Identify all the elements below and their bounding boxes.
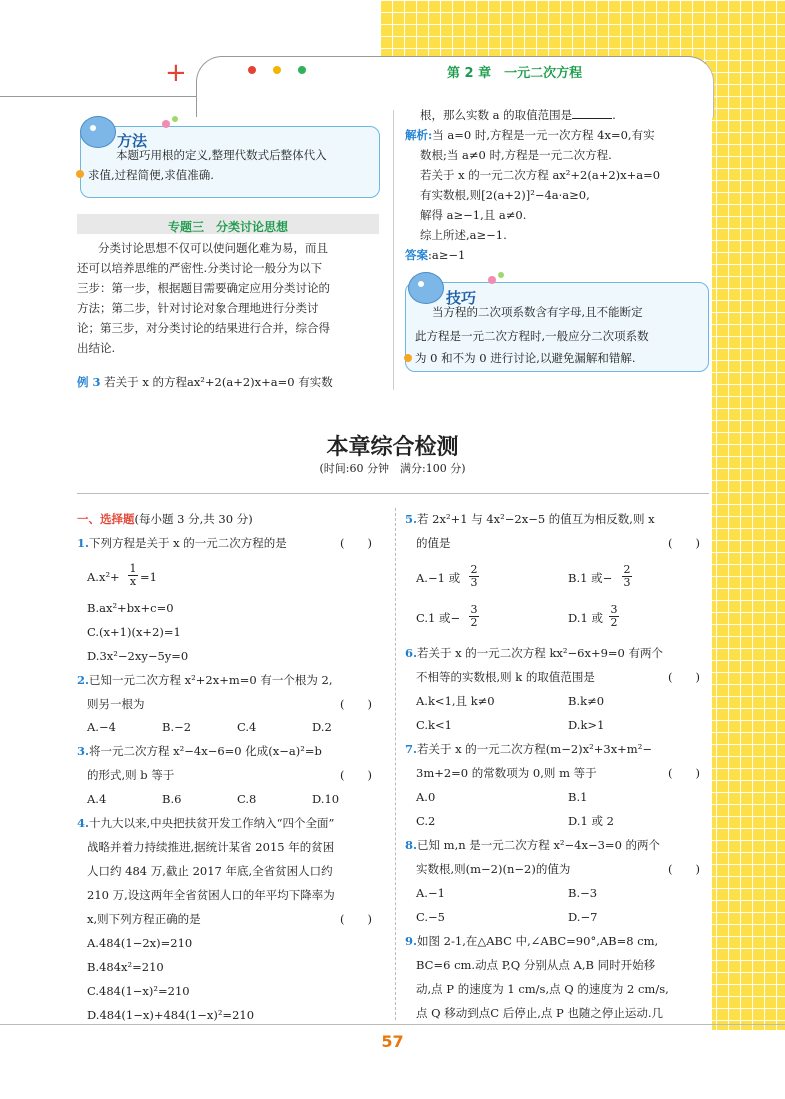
topic-text-line: 还可以培养思维的严密性.分类讨论一般分为以下 bbox=[77, 261, 323, 275]
answer-paren: ( ) bbox=[340, 768, 372, 782]
example-label: 例 3 bbox=[77, 375, 101, 389]
section-heading-label: 一、选择题 bbox=[77, 512, 135, 526]
elephant-mascot-icon bbox=[80, 116, 116, 148]
option-b: B.k≠0 bbox=[568, 694, 605, 708]
fraction-numerator: 2 bbox=[623, 563, 631, 576]
fraction-numerator: 1 bbox=[129, 562, 137, 575]
fraction-denominator: x bbox=[129, 575, 137, 588]
option-c: C.8 bbox=[237, 792, 257, 806]
bubble-icon bbox=[172, 116, 178, 122]
fraction bbox=[128, 563, 138, 588]
option-c: C.(x+1)(x+2)=1 bbox=[87, 625, 181, 639]
solution-text: 当 a=0 时,方程是一元一次方程 4x=0,有实 bbox=[432, 128, 655, 142]
option-a: A.0 bbox=[416, 790, 436, 804]
option-a: A.4 bbox=[87, 792, 107, 806]
topic-text-line: 方法；第二步，针对讨论对象合理地进行分类讨 bbox=[77, 301, 319, 315]
chapter-title: 第 2 章 一元二次方程 bbox=[447, 66, 583, 81]
option-d: D.10 bbox=[312, 792, 340, 806]
answer-blank bbox=[572, 118, 612, 119]
question-number: 5. bbox=[405, 512, 418, 526]
question-stem-cont: 实数根,则(m−2)(n−2)的值为 bbox=[416, 862, 571, 876]
question-stem: 若关于 x 的一元二次方程(m−2)x²+3x+m²− bbox=[417, 742, 652, 756]
section-heading-note: (每小题 3 分,共 30 分) bbox=[134, 512, 253, 526]
method-tip-line: 求值,过程简便,求值准确. bbox=[88, 168, 214, 182]
plus-icon: + bbox=[165, 58, 187, 88]
question-stem-cont: 3m+2=0 的常数项为 0,则 m 等于 bbox=[416, 766, 597, 780]
option-a: A.−1 bbox=[416, 886, 445, 900]
option-b: B.ax²+bx+c=0 bbox=[87, 601, 174, 615]
answer-paren: ( ) bbox=[340, 912, 372, 926]
fraction bbox=[469, 564, 479, 589]
bubble-icon bbox=[498, 272, 504, 278]
skill-tip-line: 当方程的二次项系数含有字母,且不能断定 bbox=[432, 305, 643, 319]
fraction-denominator: 2 bbox=[610, 616, 618, 629]
topic-title: 专题三 分类讨论思想 bbox=[167, 220, 288, 234]
question-number: 8. bbox=[405, 838, 418, 852]
section-heading bbox=[77, 514, 253, 526]
question-stem-cont: 不相等的实数根,则 k 的取值范围是 bbox=[416, 670, 595, 684]
question-stem-cont: 动,点 P 的速度为 1 cm/s,点 Q 的速度为 2 cm/s, bbox=[416, 982, 669, 996]
green-dot-icon bbox=[298, 66, 306, 74]
question-number: 9. bbox=[405, 934, 418, 948]
option-c: C.4 bbox=[237, 720, 257, 734]
question-2 bbox=[77, 675, 332, 687]
column-divider bbox=[393, 110, 394, 390]
question-number: 3. bbox=[77, 744, 90, 758]
option-a: A.x²+ bbox=[87, 570, 120, 584]
option-b: B.−2 bbox=[162, 720, 192, 734]
option-a: A.484(1−2x)=210 bbox=[87, 936, 193, 950]
question-stem-cont: 的值是 bbox=[416, 536, 451, 550]
method-tip-line: 本题巧用根的定义,整理代数式后整体代入 bbox=[116, 148, 327, 162]
skill-tip-line: 此方程是一元二次方程时,一般应分二次项系数 bbox=[415, 329, 649, 343]
footer-rule bbox=[0, 1024, 785, 1025]
option-c: C.2 bbox=[416, 814, 436, 828]
option-d: D.3x²−2xy−5y=0 bbox=[87, 649, 189, 663]
fraction-numerator: 3 bbox=[470, 603, 478, 616]
question-number: 4. bbox=[77, 816, 90, 830]
question-8 bbox=[405, 840, 660, 852]
question-number: 1. bbox=[77, 536, 90, 550]
fraction-numerator: 3 bbox=[610, 603, 618, 616]
solution-line: 综上所述,a≥−1. bbox=[420, 228, 507, 242]
answer-paren: ( ) bbox=[668, 536, 700, 550]
question-stem-cont: 点 Q 移动到点C 后停止,点 P 也随之停止运动.几 bbox=[416, 1006, 664, 1020]
question-stem: 已知一元二次方程 x²+2x+m=0 有一个根为 2, bbox=[89, 673, 333, 687]
question-stem-cont: 的形式,则 b 等于 bbox=[87, 768, 175, 782]
option-a-tail: =1 bbox=[140, 570, 157, 584]
question-number: 6. bbox=[405, 646, 418, 660]
header-rule bbox=[0, 96, 200, 97]
solution-line: 解得 a≥−1,且 a≠0. bbox=[420, 208, 527, 222]
fraction-denominator: 2 bbox=[470, 616, 478, 629]
fraction bbox=[609, 604, 619, 629]
question-number: 7. bbox=[405, 742, 418, 756]
example-text: 若关于 x 的方程ax²+2(a+2)x+a=0 有实数 bbox=[104, 375, 333, 389]
option-c: C.484(1−x)²=210 bbox=[87, 984, 190, 998]
answer-paren: ( ) bbox=[340, 536, 372, 550]
question-3 bbox=[77, 746, 322, 758]
solution-line: 解析:当 a=0 时,方程是一元一次方程 4x=0,有实 bbox=[405, 128, 655, 142]
fraction-denominator: 3 bbox=[623, 576, 631, 589]
column-divider bbox=[395, 508, 396, 1020]
option-b: B.6 bbox=[162, 792, 182, 806]
question-stem: 若 2x²+1 与 4x²−2x−5 的值互为相反数,则 x bbox=[417, 512, 655, 526]
bubble-icon bbox=[76, 170, 84, 178]
question-stem-cont: 人口约 484 万,截止 2017 年底,全省贫困人口约 bbox=[87, 864, 333, 878]
bubble-icon bbox=[162, 120, 170, 128]
topic-text-line: 出结论. bbox=[77, 341, 116, 355]
section-divider bbox=[77, 493, 709, 494]
question-stem: 下列方程是关于 x 的一元二次方程的是 bbox=[89, 536, 287, 550]
topic-text-line: 论；第三步，对分类讨论的结果进行合并，综合得 bbox=[77, 321, 330, 335]
question-stem: 十九大以来,中央把扶贫开发工作纳入“四个全面” bbox=[89, 816, 335, 830]
question-stem-cont: 210 万,设这两年全省贫困人口的年平均下降率为 bbox=[87, 888, 335, 902]
option-b: B.−3 bbox=[568, 886, 598, 900]
answer-line bbox=[405, 250, 465, 262]
question-4 bbox=[77, 818, 334, 830]
test-subtitle: (时间:60 分钟 满分:100 分) bbox=[319, 462, 466, 475]
bubble-icon bbox=[488, 276, 496, 284]
option-b: B.1 bbox=[568, 790, 588, 804]
question-stem: 如图 2-1,在△ABC 中,∠ABC=90°,AB=8 cm, bbox=[417, 934, 659, 948]
answer-paren: ( ) bbox=[668, 862, 700, 876]
solution-continuation-end: . bbox=[612, 108, 616, 122]
answer-text: :a≥−1 bbox=[428, 248, 466, 262]
option-d: D.484(1−x)+484(1−x)²=210 bbox=[87, 1008, 255, 1022]
question-7 bbox=[405, 744, 652, 756]
option-a: A.−1 或 bbox=[416, 571, 461, 585]
answer-paren: ( ) bbox=[668, 670, 700, 684]
question-6 bbox=[405, 648, 663, 660]
question-stem-cont: x,则下列方程正确的是 bbox=[87, 912, 201, 926]
option-d: D.1 或 bbox=[568, 611, 603, 625]
topic-text-line: 三步：第一步，根据题目需要确定应用分类讨论的 bbox=[77, 281, 330, 295]
method-tip-label: 方法 bbox=[117, 132, 148, 150]
topic-text-line: 分类讨论思想不仅可以使问题化难为易，而且 bbox=[98, 241, 328, 255]
solution-label: 解析 bbox=[405, 128, 428, 142]
topic-bar bbox=[77, 214, 379, 234]
example-3 bbox=[77, 377, 333, 389]
fraction-denominator: 3 bbox=[470, 576, 478, 589]
fraction bbox=[622, 564, 632, 589]
option-d: D.2 bbox=[312, 720, 332, 734]
fraction bbox=[469, 604, 479, 629]
question-number: 2. bbox=[77, 673, 90, 687]
option-d: D.1 或 2 bbox=[568, 814, 614, 828]
solution-line: 有实数根,则[2(a+2)]²−4a·a≥0, bbox=[420, 188, 590, 202]
question-5 bbox=[405, 514, 655, 526]
test-title: 本章综合检测 bbox=[326, 435, 459, 460]
question-stem: 若关于 x 的一元二次方程 kx²−6x+9=0 有两个 bbox=[417, 646, 664, 660]
question-9 bbox=[405, 936, 658, 948]
red-dot-icon bbox=[248, 66, 256, 74]
answer-paren: ( ) bbox=[668, 766, 700, 780]
question-stem: 已知 m,n 是一元二次方程 x²−4x−3=0 的两个 bbox=[417, 838, 661, 852]
option-a: A.k<1,且 k≠0 bbox=[416, 694, 495, 708]
option-d: D.k>1 bbox=[568, 718, 605, 732]
solution-line: 数根;当 a≠0 时,方程是一元二次方程. bbox=[420, 148, 612, 162]
skill-tip-label: 技巧 bbox=[446, 289, 477, 307]
solution-continuation-text: 根，那么实数 a 的取值范围是 bbox=[420, 108, 573, 122]
skill-tip-line: 为 0 和不为 0 进行讨论,以避免漏解和错解. bbox=[415, 351, 636, 365]
solution-continuation bbox=[420, 110, 616, 122]
bubble-icon bbox=[404, 354, 412, 362]
question-stem-cont: 则另一根为 bbox=[87, 697, 145, 711]
page-number: 57 bbox=[381, 1032, 404, 1051]
question-stem-cont: 战略并着力持续推进,据统计某省 2015 年的贫困 bbox=[87, 840, 335, 854]
answer-label: 答案 bbox=[405, 248, 428, 262]
option-d: D.−7 bbox=[568, 910, 598, 924]
elephant-mascot-icon bbox=[408, 272, 444, 304]
option-b: B.1 或− bbox=[568, 571, 613, 585]
option-a: A.−4 bbox=[87, 720, 116, 734]
answer-paren: ( ) bbox=[340, 697, 372, 711]
option-b: B.484x²=210 bbox=[87, 960, 164, 974]
question-stem-cont: BC=6 cm.动点 P,Q 分别从点 A,B 同时开始移 bbox=[416, 958, 656, 972]
solution-line: 若关于 x 的一元二次方程 ax²+2(a+2)x+a=0 bbox=[420, 168, 661, 182]
option-c: C.−5 bbox=[416, 910, 445, 924]
option-c: C.k<1 bbox=[416, 718, 452, 732]
question-1 bbox=[77, 538, 287, 550]
option-c: C.1 或− bbox=[416, 611, 461, 625]
question-stem: 将一元二次方程 x²−4x−6=0 化成(x−a)²=b bbox=[89, 744, 322, 758]
fraction-numerator: 2 bbox=[470, 563, 478, 576]
yellow-dot-icon bbox=[273, 66, 281, 74]
